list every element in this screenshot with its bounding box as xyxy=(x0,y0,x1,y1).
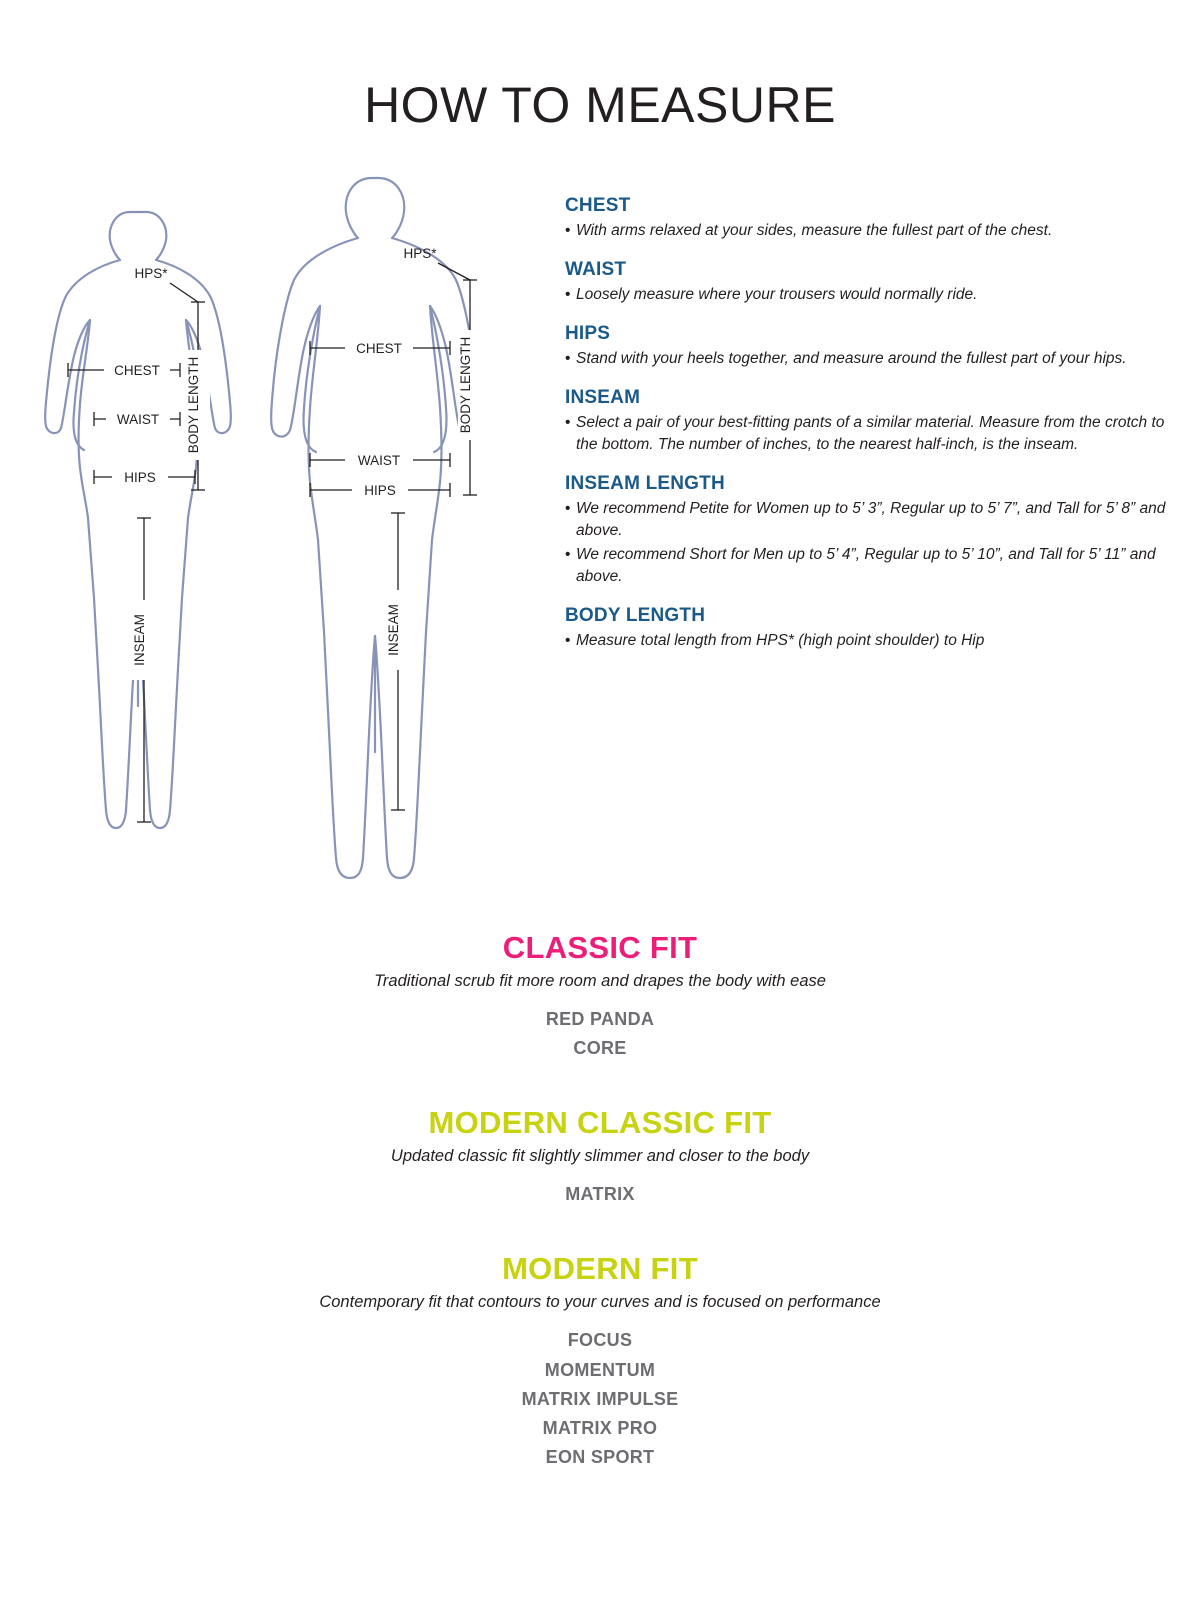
label-waist-male: WAIST xyxy=(357,453,401,468)
measurement-item xyxy=(565,544,1180,588)
measurement-text: Measure total length from HPS* (high point shoulder) to Hip xyxy=(576,632,985,649)
label-inseam-female: INSEAM xyxy=(132,614,147,666)
measurement-text: With arms relaxed at your sides, measure the fullest part of the chest. xyxy=(576,222,1053,239)
fit-brand: FOCUS xyxy=(567,1330,633,1351)
measurement-heading: INSEAM xyxy=(565,387,641,408)
fit-modern xyxy=(0,1251,1200,1472)
label-chest-female: CHEST xyxy=(114,363,160,378)
fit-brand-list xyxy=(0,1180,1200,1209)
label-body-length-male: BODY LENGTH xyxy=(458,336,473,434)
measurement-instructions xyxy=(565,195,1180,669)
bullet-icon: • xyxy=(565,414,571,431)
fit-brand: RED PANDA xyxy=(545,1009,655,1029)
bullet-icon: • xyxy=(565,546,571,563)
measurement-inseam-length xyxy=(565,473,1180,588)
label-chest-male: CHEST xyxy=(356,341,402,356)
measurement-inseam xyxy=(565,387,1180,456)
measurement-diagram xyxy=(20,150,540,880)
fit-title: CLASSIC FIT xyxy=(502,930,698,965)
fit-brand: EON SPORT xyxy=(545,1447,655,1468)
measurement-item xyxy=(565,412,1180,456)
fit-modern-classic xyxy=(0,1105,1200,1209)
fit-brand: MATRIX IMPULSE xyxy=(521,1388,679,1409)
measurement-heading: INSEAM LENGTH xyxy=(565,473,725,494)
fit-title: MODERN FIT xyxy=(502,1251,698,1287)
label-hips-male: HIPS xyxy=(364,483,396,498)
label-inseam-male: INSEAM xyxy=(386,604,401,656)
fit-brand: MATRIX xyxy=(565,1184,635,1205)
measurement-heading: CHEST xyxy=(565,195,631,216)
fit-brand-list xyxy=(0,1326,1200,1472)
bullet-icon: • xyxy=(565,286,571,303)
fit-brand: MATRIX PRO xyxy=(542,1417,658,1438)
label-body-length-female: BODY LENGTH xyxy=(186,356,201,454)
measurement-heading: WAIST xyxy=(565,259,627,280)
fit-classic xyxy=(0,930,1200,1063)
bullet-icon: • xyxy=(565,222,571,239)
page-title: HOW TO MEASURE xyxy=(364,76,836,133)
fit-brand: MOMENTUM xyxy=(544,1359,656,1380)
bullet-icon: • xyxy=(565,500,571,517)
label-waist-female: WAIST xyxy=(116,412,160,427)
fit-description: Updated classic fit slightly slimmer and closer to the body xyxy=(390,1147,810,1166)
fit-title: MODERN CLASSIC FIT xyxy=(428,1105,772,1141)
fit-description: Traditional scrub fit more room and drapes the body with ease xyxy=(374,972,826,990)
fit-sections xyxy=(0,930,1200,1514)
measurement-item xyxy=(565,284,1180,306)
measurement-text: We recommend Petite for Women up to 5’ 3”, Regular up to 5’ 7”, and Tall for 5’ 8” and above. xyxy=(576,500,1166,539)
measurement-hips xyxy=(565,323,1180,370)
label-hips-female: HIPS xyxy=(124,470,156,485)
label-hps-male: HPS* xyxy=(403,246,437,261)
bullet-icon: • xyxy=(565,632,571,649)
measurement-heading: BODY LENGTH xyxy=(565,605,706,626)
fit-brand-list xyxy=(0,1005,1200,1063)
measurement-text: Select a pair of your best-fitting pants of a similar material. Measure from the crotch to the bottom. The number of inches, to the nearest half-inch, is the inseam. xyxy=(576,414,1165,453)
measurement-item xyxy=(565,498,1180,542)
measurement-item xyxy=(565,220,1180,242)
fit-description: Contemporary fit that contours to your curves and is focused on performance xyxy=(319,1293,881,1312)
fit-brand: CORE xyxy=(573,1038,627,1059)
measurement-text: Loosely measure where your trousers would normally ride. xyxy=(576,286,978,303)
measurement-item xyxy=(565,348,1180,370)
measurement-text: We recommend Short for Men up to 5’ 4”, Regular up to 5’ 10”, and Tall for 5’ 11” and above. xyxy=(576,546,1156,585)
measurement-waist xyxy=(565,259,1180,306)
measurement-chest xyxy=(565,195,1180,242)
bullet-icon: • xyxy=(565,350,571,367)
label-hps-female: HPS* xyxy=(134,266,168,281)
measurement-text: Stand with your heels together, and measure around the fullest part of your hips. xyxy=(576,350,1127,367)
measurement-body-length xyxy=(565,605,1180,652)
measurement-item xyxy=(565,630,1180,652)
measurement-heading: HIPS xyxy=(565,323,611,344)
